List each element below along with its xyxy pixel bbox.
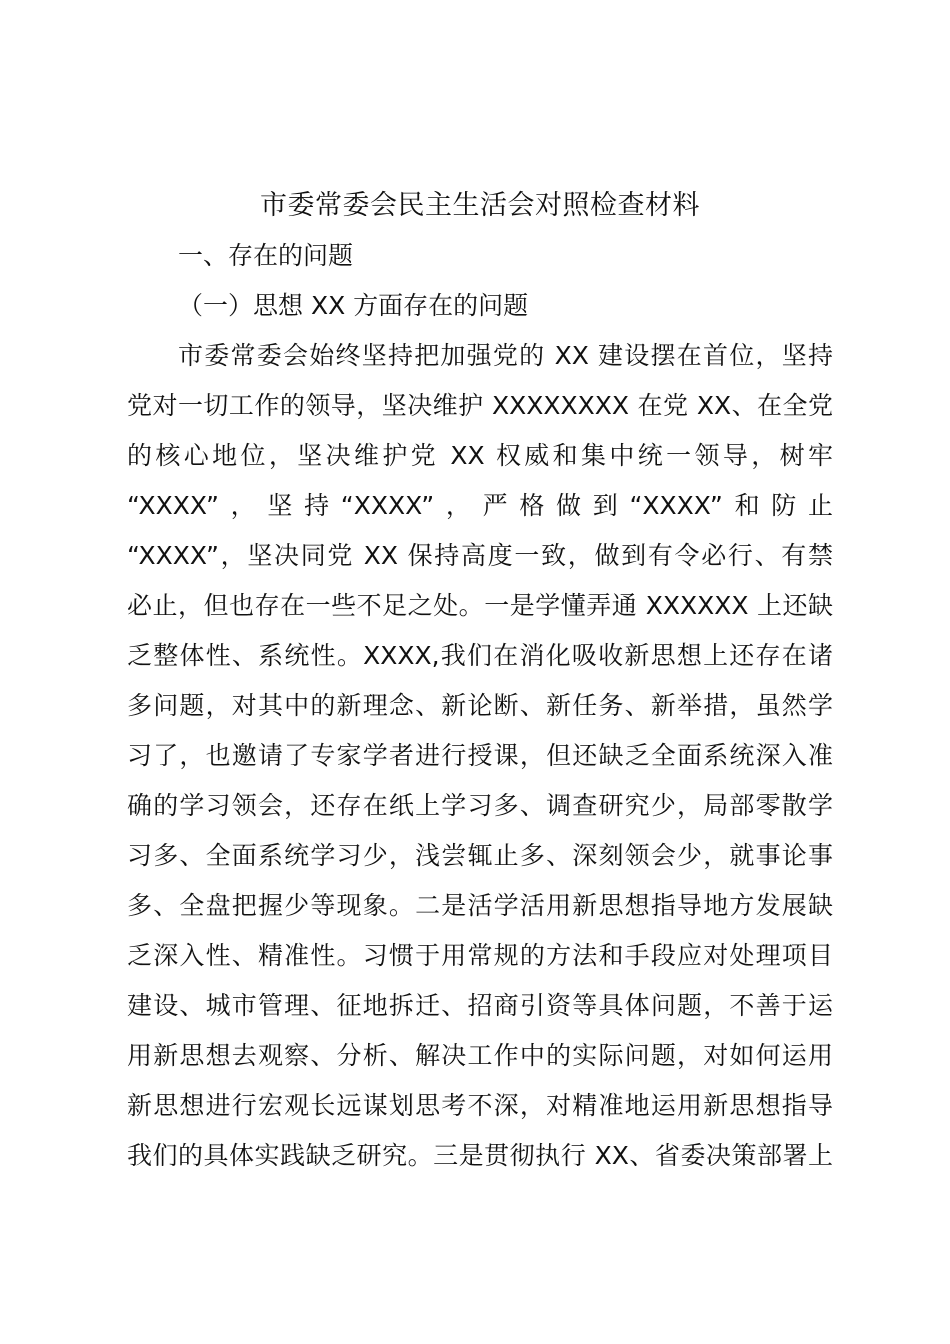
subsection-heading: （一）思想 XX 方面存在的问题 xyxy=(178,291,529,320)
paragraph-line: 建设、城市管理、征地拆迁、招商引资等具体问题，不善于运 xyxy=(127,991,833,1020)
paragraph-line: 习多、全面系统学习少，浅尝辄止多、深刻领会少，就事论事 xyxy=(127,841,833,870)
paragraph-line: 党对一切工作的领导，坚决维护 XXXXXXXX 在党 XX、在全党 xyxy=(127,391,833,420)
paragraph-line: 必止，但也存在一些不足之处。一是学懂弄通 XXXXXX 上还缺 xyxy=(127,591,833,620)
paragraph-line: 市委常委会始终坚持把加强党的 XX 建设摆在首位，坚持 xyxy=(178,341,833,370)
paragraph-line: 我们的具体实践缺乏研究。三是贯彻执行 XX、省委决策部署上 xyxy=(127,1141,833,1170)
paragraph-line: “XXXX”，坚持“XXXX”，严格做到“XXXX”和防止 xyxy=(127,491,833,520)
section-heading: 一、存在的问题 xyxy=(178,241,354,270)
paragraph-line: 乏整体性、系统性。XXXX,我们在消化吸收新思想上还存在诸 xyxy=(127,641,833,670)
paragraph-line: 乏深入性、精准性。习惯于用常规的方法和手段应对处理项目 xyxy=(127,941,833,970)
paragraph-line: 习了，也邀请了专家学者进行授课，但还缺乏全面系统深入准 xyxy=(127,741,833,770)
paragraph-line: 多、全盘把握少等现象。二是活学活用新思想指导地方发展缺 xyxy=(127,891,833,920)
body-paragraph xyxy=(127,336,833,1186)
paragraph-line: 新思想进行宏观长远谋划思考不深，对精准地运用新思想指导 xyxy=(127,1091,833,1120)
paragraph-line: 多问题，对其中的新理念、新论断、新任务、新举措，虽然学 xyxy=(127,691,833,720)
paragraph-line: 确的学习领会，还存在纸上学习多、调查研究少，局部零散学 xyxy=(127,791,833,820)
document-title: 市委常委会民主生活会对照检查材料 xyxy=(260,190,700,221)
paragraph-line: 的核心地位，坚决维护党 XX 权威和集中统一领导，树牢 xyxy=(127,441,833,470)
paragraph-line: 用新思想去观察、分析、解决工作中的实际问题，对如何运用 xyxy=(127,1041,833,1070)
paragraph-line: “XXXX”，坚决同党 XX 保持高度一致，做到有令必行、有禁 xyxy=(127,541,833,570)
